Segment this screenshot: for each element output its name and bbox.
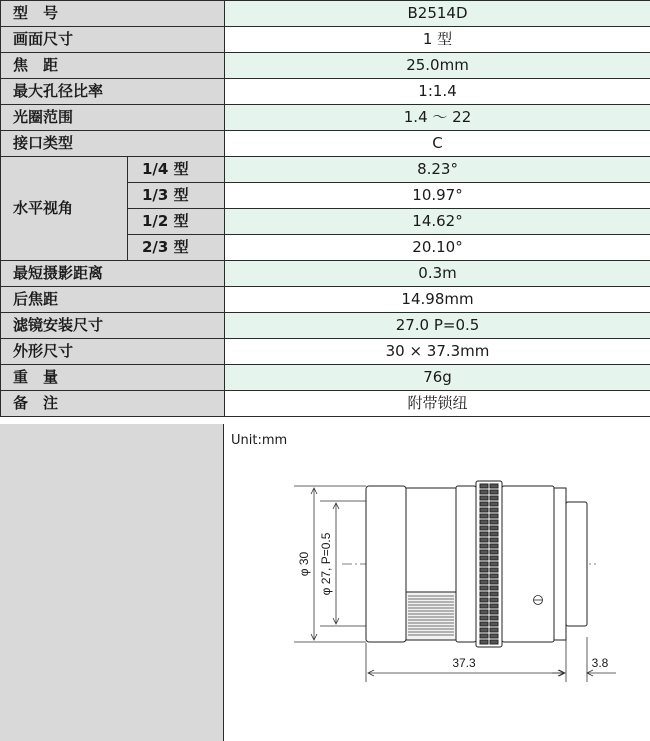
filter-value: 27.0 P=0.5 — [225, 313, 650, 339]
outer-diameter-label: φ 30 — [297, 551, 311, 577]
lens-body — [366, 481, 587, 647]
fov-value: 10.97° — [225, 183, 650, 209]
iris-label: 光圈范围 — [1, 105, 225, 131]
mount-length-label: 3.8 — [591, 656, 609, 670]
row-aperture — [1, 79, 650, 105]
format-label: 画面尺寸 — [1, 27, 225, 53]
weight-label: 重 量 — [1, 365, 225, 391]
iris-value: 1.4 ～ 22 — [225, 105, 650, 131]
row-mount — [1, 131, 650, 157]
lens-outline-drawing — [224, 424, 650, 741]
row-dimensions — [1, 339, 650, 365]
remarks-label: 备 注 — [1, 391, 225, 417]
mod-label: 最短摄影距离 — [1, 261, 225, 287]
fov-label: 水平视角 — [1, 157, 128, 261]
row-model — [1, 1, 650, 27]
weight-value: 76g — [225, 365, 650, 391]
back-focus-value: 14.98mm — [225, 287, 650, 313]
row-fov-1 — [1, 157, 650, 183]
fov-value: 20.10° — [225, 235, 650, 261]
back-focus-label: 后焦距 — [1, 287, 225, 313]
filter-label: 滤镜安装尺寸 — [1, 313, 225, 339]
row-remarks — [1, 391, 650, 417]
fov-sensor: 1/4 型 — [128, 157, 225, 183]
row-format — [1, 27, 650, 53]
row-back-focus — [1, 287, 650, 313]
model-value: B2514D — [225, 1, 650, 27]
aperture-value: 1:1.4 — [225, 79, 650, 105]
dimensions-value: 30 × 37.3mm — [225, 339, 650, 365]
model-label: 型 号 — [1, 1, 225, 27]
fov-sensor: 1/2 型 — [128, 209, 225, 235]
format-value: 1 型 — [225, 27, 650, 53]
lens-drawing-area — [224, 424, 650, 741]
focal-value: 25.0mm — [225, 53, 650, 79]
row-weight — [1, 365, 650, 391]
fov-value: 8.23° — [225, 157, 650, 183]
fov-sensor: 2/3 型 — [128, 235, 225, 261]
remarks-value: 附带锁纽 — [225, 391, 650, 417]
filter-diameter-label: φ 27, P=0.5 — [319, 532, 333, 596]
mount-label: 接口类型 — [1, 131, 225, 157]
row-filter — [1, 313, 650, 339]
length-label: 37.3 — [452, 656, 476, 670]
aperture-label: 最大孔径比率 — [1, 79, 225, 105]
mod-value: 0.3m — [225, 261, 650, 287]
unit-label: Unit:mm — [231, 433, 288, 448]
row-mod — [1, 261, 650, 287]
focal-label: 焦 距 — [1, 53, 225, 79]
mount-value: C — [225, 131, 650, 157]
fov-value: 14.62° — [225, 209, 650, 235]
drawing-side-panel — [0, 424, 224, 741]
row-iris — [1, 105, 650, 131]
row-focal — [1, 53, 650, 79]
fov-sensor: 1/3 型 — [128, 183, 225, 209]
dimensions-label: 外形尺寸 — [1, 339, 225, 365]
